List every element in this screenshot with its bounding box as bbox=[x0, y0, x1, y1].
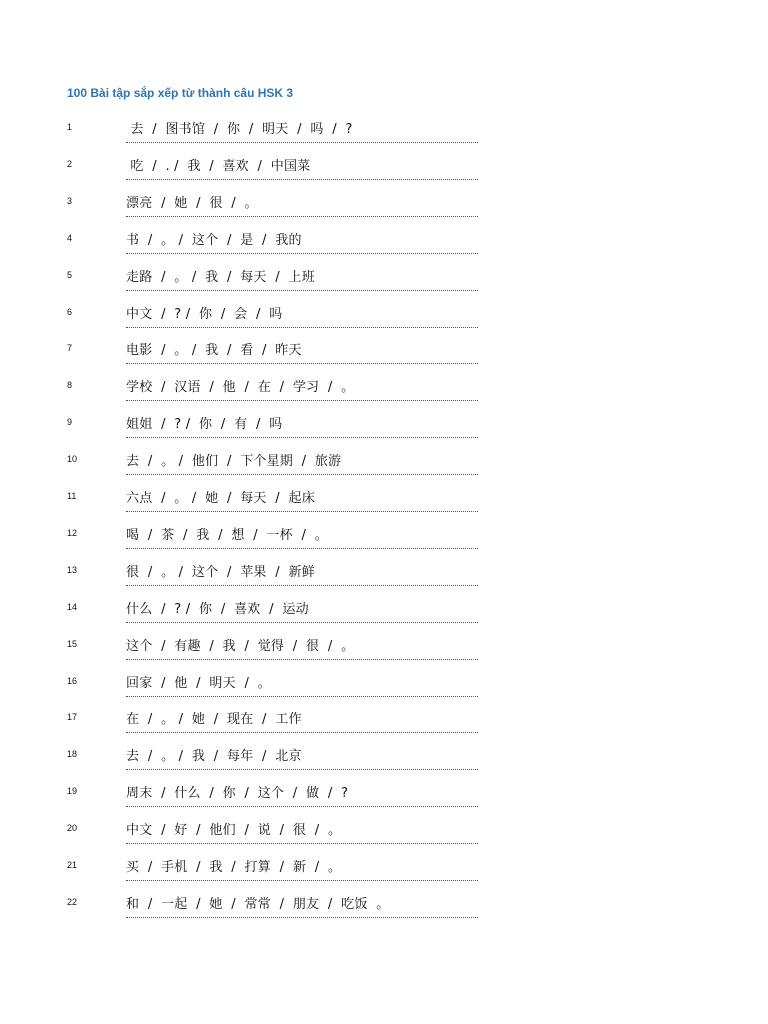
answer-line[interactable] bbox=[126, 437, 478, 438]
exercise-number: 14 bbox=[67, 601, 78, 612]
answer-line[interactable] bbox=[126, 400, 478, 401]
exercise-number: 18 bbox=[67, 749, 78, 760]
exercise-item bbox=[0, 782, 768, 819]
exercise-number: 7 bbox=[67, 343, 73, 354]
exercise-number: 1 bbox=[67, 122, 73, 132]
exercise-number: 21 bbox=[67, 860, 78, 870]
exercise-item bbox=[0, 672, 768, 709]
exercise-item bbox=[0, 339, 768, 376]
exercise-words: 姐姐 / ? / 你 / 有 / 吗 bbox=[126, 417, 283, 433]
exercise-words: 这个 / 有趣 / 我 / 觉得 / 很 / 。 bbox=[126, 638, 355, 654]
exercise-words: 学校 / 汉语 / 他 / 在 / 学习 / 。 bbox=[126, 380, 355, 396]
exercise-item bbox=[0, 229, 768, 266]
answer-line[interactable] bbox=[126, 548, 478, 549]
answer-line[interactable] bbox=[126, 843, 478, 844]
exercise-number: 19 bbox=[67, 786, 78, 797]
exercise-item bbox=[0, 413, 768, 450]
exercise-number: 17 bbox=[67, 712, 78, 723]
exercise-item bbox=[0, 376, 768, 413]
answer-line[interactable] bbox=[126, 474, 478, 475]
exercise-item bbox=[0, 635, 768, 672]
exercise-item bbox=[0, 561, 768, 598]
exercise-item bbox=[0, 118, 768, 155]
exercise-item bbox=[0, 155, 768, 192]
answer-line[interactable] bbox=[126, 253, 478, 254]
exercise-words: 周末 / 什么 / 你 / 这个 / 做 / ? bbox=[126, 786, 349, 802]
exercise-number: 15 bbox=[67, 638, 78, 649]
exercise-words: 走路 / 。 / 我 / 每天 / 上班 bbox=[126, 269, 315, 285]
exercise-number: 8 bbox=[67, 380, 73, 391]
exercise-item bbox=[0, 450, 768, 487]
exercise-words: 回家 / 他 / 明天 / 。 bbox=[126, 675, 271, 691]
exercise-item bbox=[0, 192, 768, 229]
exercise-words: 买 / 手机 / 我 / 打算 / 新 / 。 bbox=[126, 860, 342, 875]
exercise-number: 20 bbox=[67, 823, 78, 834]
exercise-number: 6 bbox=[67, 306, 73, 317]
page-title: 100 Bài tập sắp xếp từ thành câu HSK 3 bbox=[67, 86, 294, 100]
exercise-words: 中文 / 好 / 他们 / 说 / 很 / 。 bbox=[126, 823, 342, 839]
exercise-item bbox=[0, 893, 768, 930]
exercise-number: 10 bbox=[67, 454, 78, 465]
exercise-item bbox=[0, 745, 768, 782]
exercise-number: 16 bbox=[67, 675, 78, 686]
answer-line[interactable] bbox=[126, 511, 478, 512]
answer-line[interactable] bbox=[126, 732, 478, 733]
exercise-words: 很 / 。 / 这个 / 苹果 / 新鲜 bbox=[126, 564, 315, 580]
exercise-item bbox=[0, 303, 768, 340]
answer-line[interactable] bbox=[126, 917, 478, 918]
answer-line[interactable] bbox=[126, 585, 478, 586]
exercise-words: 吃 / . / 我 / 喜欢 / 中国菜 bbox=[126, 158, 311, 174]
exercise-item bbox=[0, 487, 768, 524]
exercise-words: 在 / 。 / 她 / 现在 / 工作 bbox=[126, 712, 302, 728]
answer-line[interactable] bbox=[126, 769, 478, 770]
answer-line[interactable] bbox=[126, 216, 478, 217]
exercise-words: 什么 / ? / 你 / 喜欢 / 运动 bbox=[126, 601, 309, 617]
exercise-words: 喝 / 茶 / 我 / 想 / 一杯 / 。 bbox=[126, 527, 328, 543]
exercise-words: 漂亮 / 她 / 很 / 。 bbox=[126, 195, 258, 211]
exercise-words: 中文 / ? / 你 / 会 / 吗 bbox=[126, 306, 283, 322]
answer-line[interactable] bbox=[126, 806, 478, 807]
exercise-number: 5 bbox=[67, 269, 73, 280]
exercise-words: 六点 / 。 / 她 / 每天 / 起床 bbox=[126, 491, 315, 506]
exercise-item bbox=[0, 524, 768, 561]
exercise-item bbox=[0, 598, 768, 635]
answer-line[interactable] bbox=[126, 622, 478, 623]
exercise-number: 11 bbox=[67, 491, 77, 501]
answer-line[interactable] bbox=[126, 880, 478, 881]
exercise-words: 和 / 一起 / 她 / 常常 / 朋友 / 吃饭 。 bbox=[126, 896, 390, 912]
exercise-item bbox=[0, 708, 768, 745]
exercise-number: 2 bbox=[67, 158, 73, 169]
exercise-words: 书 / 。 / 这个 / 是 / 我的 bbox=[126, 232, 302, 248]
exercise-number: 13 bbox=[67, 564, 78, 575]
exercise-number: 12 bbox=[67, 527, 78, 538]
answer-line[interactable] bbox=[126, 659, 478, 660]
exercise-item bbox=[0, 819, 768, 856]
exercise-number: 9 bbox=[67, 417, 73, 428]
answer-line[interactable] bbox=[126, 290, 478, 291]
answer-line[interactable] bbox=[126, 179, 478, 180]
answer-line[interactable] bbox=[126, 327, 478, 328]
exercise-words: 电影 / 。 / 我 / 看 / 昨天 bbox=[126, 343, 302, 359]
answer-line[interactable] bbox=[126, 363, 478, 364]
exercise-number: 22 bbox=[67, 896, 78, 907]
answer-line[interactable] bbox=[126, 142, 478, 143]
answer-line[interactable] bbox=[126, 696, 478, 697]
exercise-item bbox=[0, 856, 768, 893]
exercise-number: 3 bbox=[67, 195, 73, 206]
exercise-words: 去 / 。 / 他们 / 下个星期 / 旅游 bbox=[126, 454, 342, 470]
exercise-words: 去 / 。 / 我 / 每年 / 北京 bbox=[126, 749, 302, 765]
exercise-item bbox=[0, 266, 768, 303]
exercise-words: 去 / 图书馆 / 你 / 明天 / 吗 / ? bbox=[126, 122, 353, 137]
exercise-number: 4 bbox=[67, 232, 73, 243]
